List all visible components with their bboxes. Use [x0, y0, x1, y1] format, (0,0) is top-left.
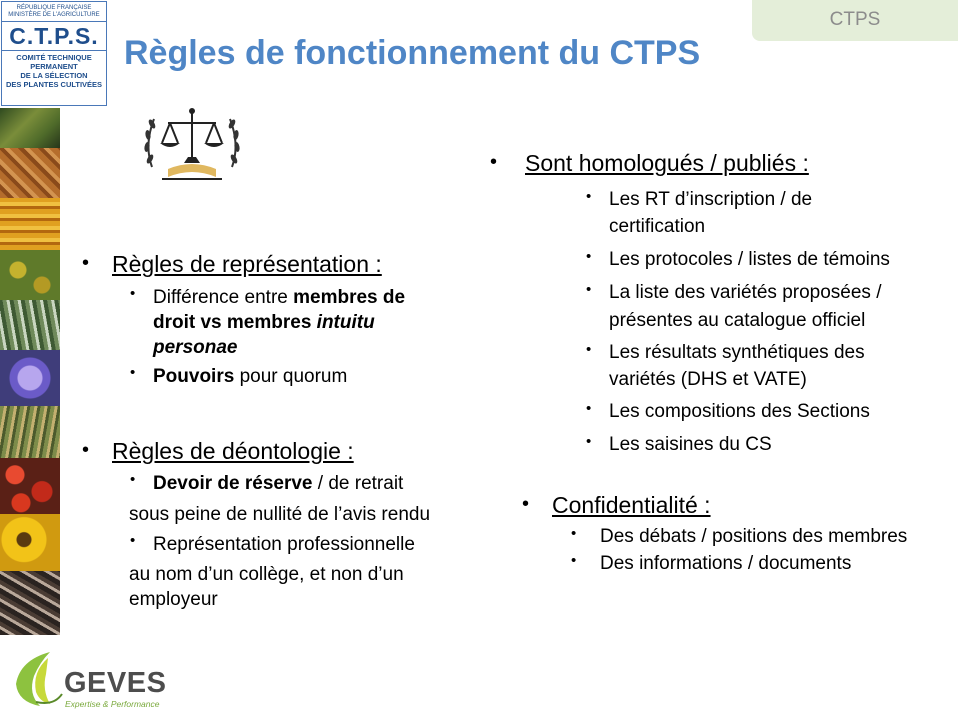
representation-item-2: Pouvoirs pour quorum [153, 366, 348, 387]
section-tab-label: CTPS [829, 9, 881, 30]
deontologie-item-2: Représentation professionnelle [153, 534, 415, 555]
bullet-icon: • [586, 433, 592, 450]
bullet-icon: • [130, 364, 136, 381]
representation-item-1-line-3: personae [153, 337, 238, 358]
representation-heading: Règles de représentation : [112, 251, 382, 277]
geves-name: GEVES [64, 667, 167, 699]
ctps-logo [1, 1, 107, 106]
bullet-icon: • [130, 471, 136, 488]
crop-photo-strip [0, 108, 60, 635]
homologues-heading: Sont homologués / publiés : [525, 150, 809, 176]
homologues-item-2: Les protocoles / listes de témoins [609, 249, 890, 270]
bullet-icon: • [130, 285, 136, 302]
deontologie-heading: Règles de déontologie : [112, 438, 354, 464]
bullet-icon: • [82, 252, 90, 274]
deontologie-item-2-continuation-2: employeur [129, 589, 218, 610]
confidentialite-heading: Confidentialité : [552, 492, 711, 518]
deontologie-item-2-continuation-1: au nom d’un collège, et non d’un [129, 564, 404, 585]
justice-scales-icon [138, 97, 246, 193]
homologues-item-3-line-1: La liste des variétés proposées / [609, 282, 882, 303]
section-tab [752, 0, 958, 41]
bullet-icon: • [490, 151, 498, 173]
bullet-icon: • [586, 400, 592, 417]
representation-item-1-line-2: droit vs membres intuitu [153, 312, 375, 333]
bullet-icon: • [522, 493, 530, 515]
homologues-item-4-line-2: variétés (DHS et VATE) [609, 369, 807, 390]
deontologie-item-1: Devoir de réserve / de retrait [153, 473, 404, 494]
deontologie-item-1-continuation: sous peine de nullité de l’avis rendu [129, 504, 431, 525]
homologues-item-1-line-1: Les RT d’inscription / de [609, 189, 813, 210]
bullet-icon: • [130, 532, 136, 549]
confidentialite-item-1: Des débats / positions des membres [600, 526, 908, 547]
bullet-icon: • [571, 525, 577, 542]
logo-acronym: C.T.P.S. [2, 22, 106, 51]
logo-name: COMITÉ TECHNIQUE PERMANENT DE LA SÉLECTION DES PLANTES CULTIVÉES [5, 53, 103, 89]
representation-item-1-line-1: Différence entre membres de [153, 287, 406, 308]
geves-tagline: Expertise & Performance [65, 699, 160, 709]
slide-title: Règles de fonctionnement du CTPS [124, 34, 701, 72]
homologues-item-3-line-2: présentes au catalogue officiel [609, 310, 866, 331]
bullet-icon: • [586, 248, 592, 265]
logo-ministere: MINISTÈRE DE L'AGRICULTURE [2, 12, 106, 22]
confidentialite-item-2: Des informations / documents [600, 553, 852, 574]
logo-republique: RÉPUBLIQUE FRANÇAISE [16, 5, 92, 11]
bullet-icon: • [586, 341, 592, 358]
bullet-icon: • [586, 281, 592, 298]
bullet-icon: • [82, 439, 90, 461]
homologues-item-5: Les compositions des Sections [609, 401, 870, 422]
bullet-icon: • [586, 188, 592, 205]
bullet-icon: • [571, 552, 577, 569]
homologues-item-6: Les saisines du CS [609, 434, 772, 455]
homologues-item-1-line-2: certification [609, 216, 706, 237]
homologues-item-4-line-1: Les résultats synthétiques des [609, 342, 865, 363]
